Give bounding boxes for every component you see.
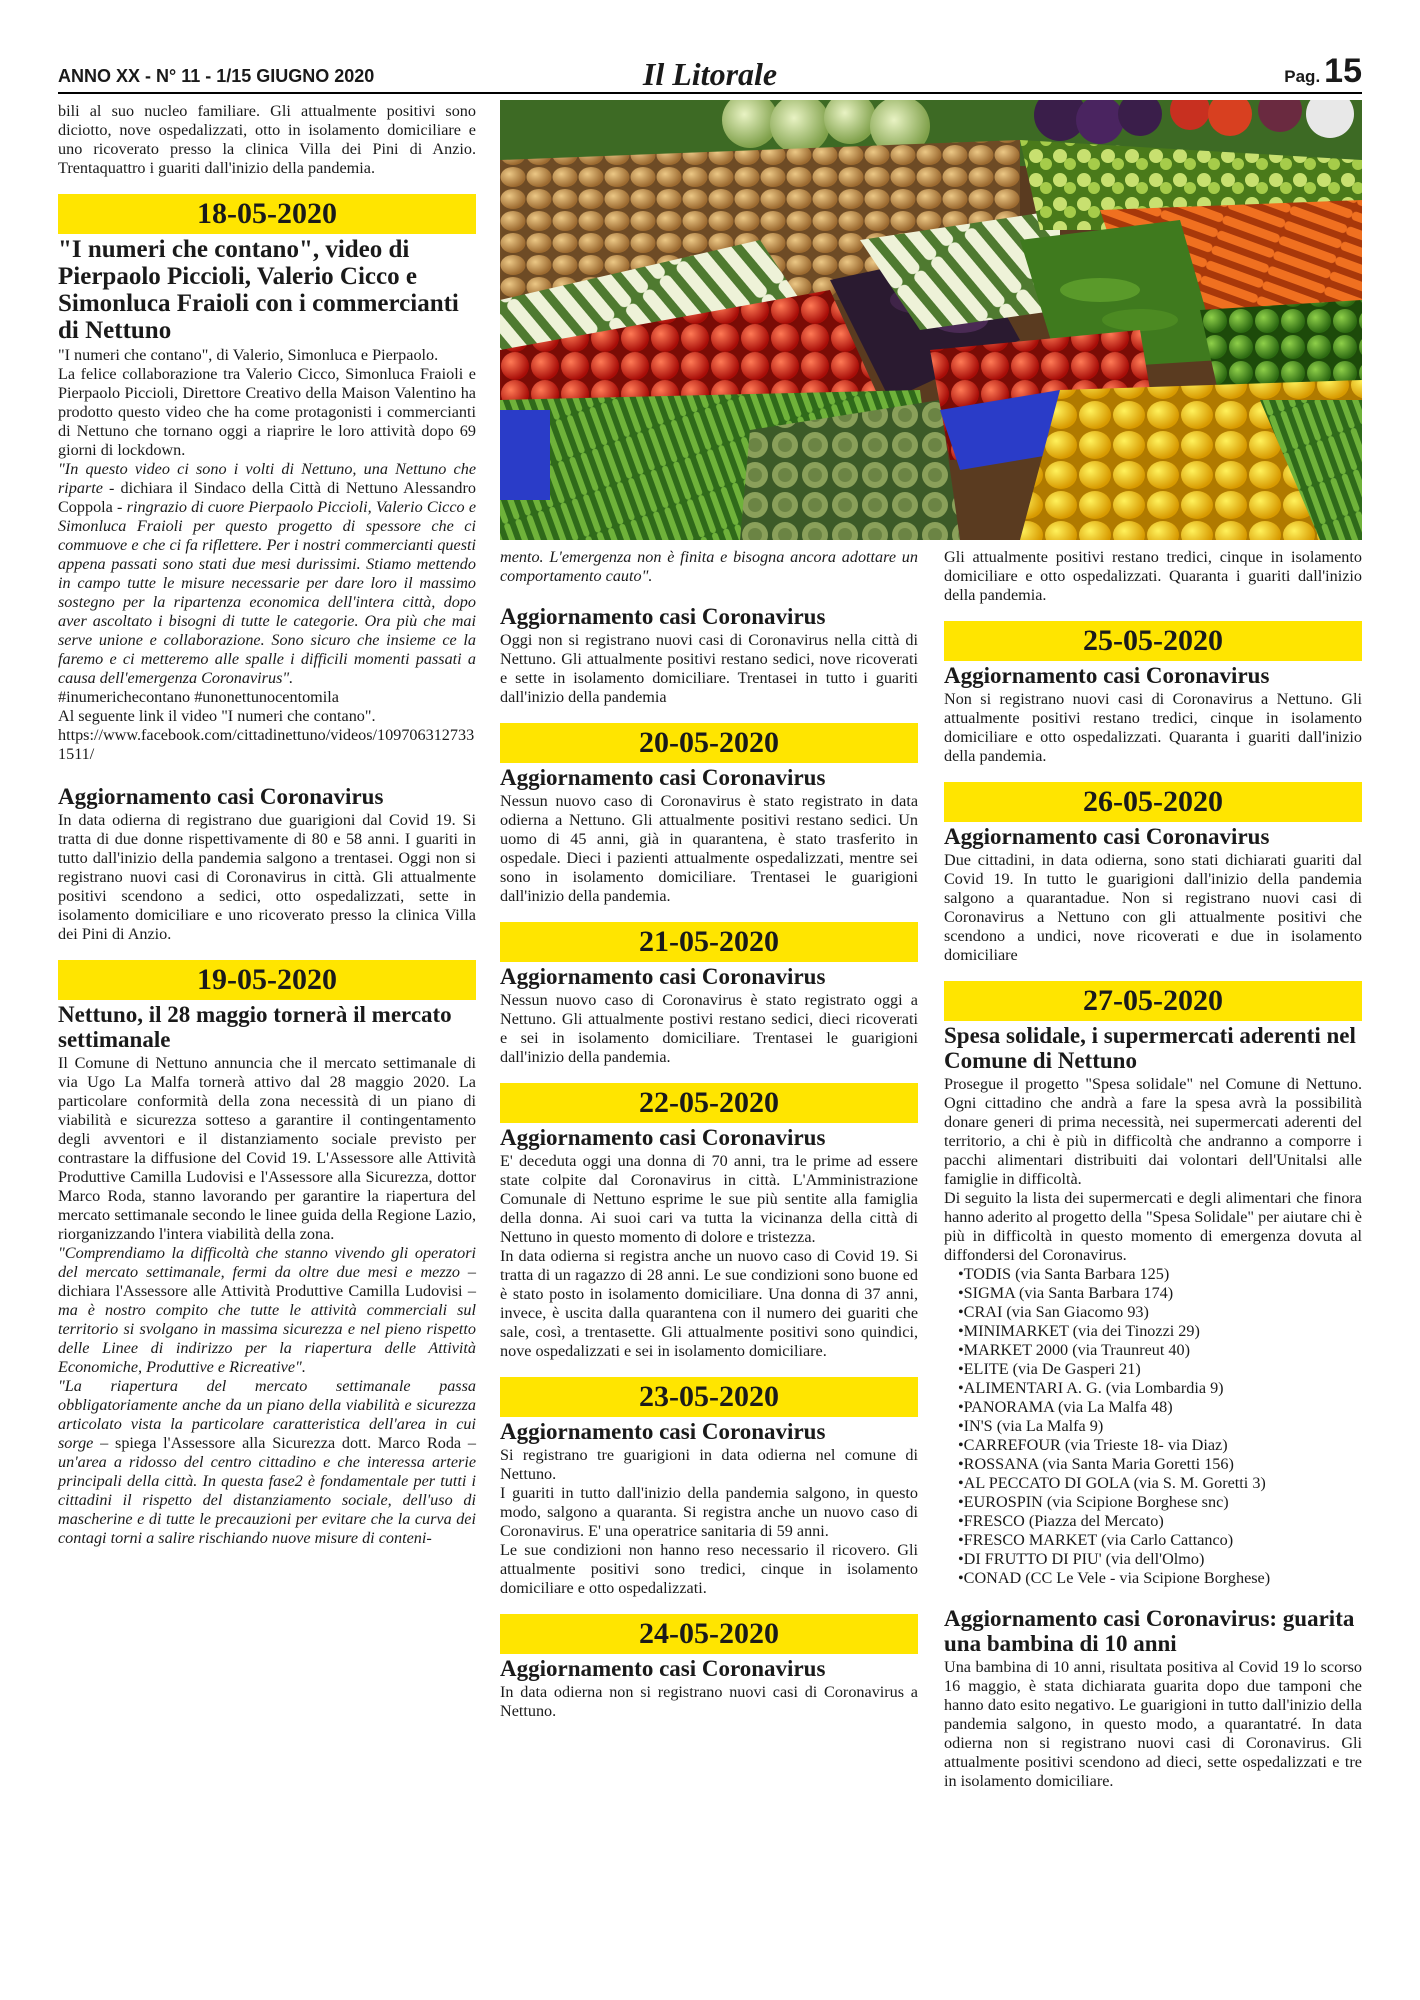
date-banner: 18-05-2020 bbox=[58, 194, 476, 234]
market-vegetables-image bbox=[500, 100, 1362, 540]
list-item: • PANORAMA (via La Malfa 48) bbox=[958, 1398, 1362, 1417]
article-continuation: Gli attualmente positivi restano tredici, cinque in isolamento domiciliare e otto ospedalizzati. Quaranta i guariti dall'inizio della pandemia. bbox=[944, 548, 1362, 604]
page-header bbox=[58, 52, 1362, 94]
quote-attribution: – dichiara l'Assessore alle Attività Produttive Camilla Ludovisi – bbox=[58, 1263, 476, 1300]
list-item: • MINIMARKET (via dei Tinozzi 29) bbox=[958, 1322, 1362, 1341]
date-banner: 21-05-2020 bbox=[500, 922, 918, 962]
article-paragraph: Oggi non si registrano nuovi casi di Coronavirus nella città di Nettuno. Gli attualmente positivi restano sedici, nove ricoverati e sette in isolamento domiciliare. Trentasei in tutto i guariti dall'inizio della pandemia bbox=[500, 631, 918, 706]
list-item: • TODIS (via Santa Barbara 125) bbox=[958, 1265, 1362, 1284]
article-paragraph: Di seguito la lista dei supermercati e degli alimentari che finora hanno aderito al progetto della "Spesa Solidale" per aiutare chi è più in difficoltà in questo momento di emergenza dovuta al diffondersi del Coronavirus. bbox=[944, 1189, 1362, 1264]
column-1 bbox=[58, 102, 476, 1548]
column-3 bbox=[944, 548, 1362, 1791]
article-paragraph: In data odierna si registra anche un nuovo caso di Covid 19. Si tratta di un ragazzo di 28 anni. Le sue condizioni sono buone ed è stato posto in isolamento domiciliare. Una donna di 37 anni, invece, è uscita dalla quarantena con il numero dei guariti che sale, così, a trentasette. Gli attualmente positivi sono quindici, nove ospedalizzati e sei in isolamento domiciliare. bbox=[500, 1247, 918, 1360]
article-paragraph: I guariti in tutto dall'inizio della pandemia salgono, in questo modo, salgono a quaranta. Si registra anche un nuovo caso di Coronavirus. E' una operatrice sanitaria di 59 anni. bbox=[500, 1484, 918, 1540]
list-item: • AL PECCATO DI GOLA (via S. M. Goretti 3) bbox=[958, 1474, 1362, 1493]
quote-attribution: - dichiara il Sindaco della Città di Nettuno Alessandro Coppola - bbox=[58, 479, 476, 516]
list-item: • CRAI (via San Giacomo 93) bbox=[958, 1303, 1362, 1322]
article-quote bbox=[58, 1244, 476, 1377]
quote-text: un'area a ridosso del centro cittadino e che interessa arterie principali della città. In questa fase2 è fondamentale per tutti i cittadini il rispetto del distanziamento sociale, dell'uso di mascherine e di tutte le precauzioni per evitare che la curva dei contagi torni a salire rischiando nuove misure di conteni- bbox=[58, 1453, 476, 1547]
article-title: Aggiornamento casi Coronavirus bbox=[58, 784, 384, 809]
list-item: • SIGMA (via Santa Barbara 174) bbox=[958, 1284, 1362, 1303]
list-item: • MARKET 2000 (via Traunreut 40) bbox=[958, 1341, 1362, 1360]
date-banner: 25-05-2020 bbox=[944, 621, 1362, 661]
page-number: 15 bbox=[1324, 52, 1362, 90]
article-paragraph: Prosegue il progetto "Spesa solidale" nel Comune di Nettuno. Ogni cittadino che andrà a fare la spesa avrà la possibilità donare generi di prima necessità, nei supermercati aderenti del territorio, a chi è più in difficoltà che andranno a comporre i pacchi alimentari distribuiti dai volontari dell'Unitalsi alle famiglie in difficoltà. bbox=[944, 1075, 1362, 1188]
article-paragraph: Nessun nuovo caso di Coronavirus è stato registrato in data odierna a Nettuno. Gli attualmente positivi restano sedici. Un uomo di 45 anni, già in quarantena, è stato trasferito in ospedale. Dieci i pazienti attualmente ospedalizzati, mentre sei sono in isolamento domiciliare. Trentasei le guarigioni dall'inizio della pandemia. bbox=[500, 792, 918, 905]
article-paragraph: In data odierna di registrano due guarigioni dal Covid 19. Si tratta di due donne rispettivamente di 80 e 58 anni. I guariti in tutto dall'inizio della pandemia salgono a trentasei. Oggi non si registrano nuovi casi di Coronavirus in città. Gli attualmente positivi scendono a sedici, otto ospedalizzati, sette in isolamento domiciliare e uno ricoverato presso la clinica Villa dei Pini di Anzio. bbox=[58, 811, 476, 943]
list-item: • ELITE (via De Gasperi 21) bbox=[958, 1360, 1362, 1379]
quote-attribution: – spiega l'Assessore alla Sicurezza dott. Marco Roda – bbox=[93, 1434, 476, 1452]
quote-text: "Comprendiamo la difficoltà che stanno vivendo gli operatori del mercato settimanale, fermi da oltre due mesi e mezzo bbox=[58, 1244, 476, 1281]
article-paragraph: Il Comune di Nettuno annuncia che il mercato settimanale di via Ugo La Malfa tornerà attivo dal 28 maggio 2020. La particolare conformità della zona necessità di un piano di viabilità e sicurezza sotteso a garantire il contingentamento degli avventori e il distanziamento sociale previsto per contrastare la diffusione del Covid 19. L'Assessore alle Attività Produttive Camilla Ludovisi e l'Assessore alla Sicurezza, dottor Marco Roda, stanno lavorando per garantire la riapertura del mercato settimanale secondo le linee guida della Regione Lazio, riorganizzando l'intera viabilità della zona. bbox=[58, 1054, 476, 1243]
quote-text: "La riapertura del mercato settimanale passa obbligatoriamente anche da un piano della viabilità e sicurezza articolato vista la particolare caratteristica dell'area in cui sorge bbox=[58, 1377, 476, 1452]
quote-continuation: mento. L'emergenza non è finita e bisogna ancora adottare un comportamento cauto". bbox=[500, 548, 918, 585]
supermarket-list bbox=[944, 1265, 1362, 1588]
date-banner: 27-05-2020 bbox=[944, 981, 1362, 1021]
article-title: Spesa solidale, i supermercati aderenti nel Comune di Nettuno bbox=[944, 1023, 1356, 1073]
list-item: • CARREFOUR (via Trieste 18- via Diaz) bbox=[958, 1436, 1362, 1455]
article-title: Aggiornamento casi Coronavirus bbox=[500, 765, 826, 790]
list-item: • CONAD (CC Le Vele - via Scipione Borghese) bbox=[958, 1569, 1362, 1588]
article-title: Aggiornamento casi Coronavirus bbox=[500, 1419, 826, 1444]
list-item: • DI FRUTTO DI PIU' (via dell'Olmo) bbox=[958, 1550, 1362, 1569]
article-title: Aggiornamento casi Coronavirus bbox=[500, 964, 826, 989]
article-paragraph: Si registrano tre guarigioni in data odierna nel comune di Nettuno. bbox=[500, 1446, 918, 1483]
article-paragraph: In data odierna non si registrano nuovi casi di Coronavirus a Nettuno. bbox=[500, 1683, 918, 1720]
masthead: Il Litorale bbox=[642, 56, 778, 92]
article-paragraph: Le sue condizioni non hanno reso necessario il ricovero. Gli attualmente positivi sono tredici, cinque in isolamento domiciliare e otto ospedalizzati. bbox=[500, 1541, 918, 1597]
article-paragraph: Nessun nuovo caso di Coronavirus è stato registrato oggi a Nettuno. Gli attualmente postivi restano sedici, dieci ricoverati e sei in isolamento domiciliare. Trentasei le guarigioni dall'inizio della pandemia. bbox=[500, 991, 918, 1066]
intro-paragraph: bili al suo nucleo familiare. Gli attualmente positivi sono diciotto, nove ospedalizzati, otto in isolamento domiciliare e uno ricoverato presso la clinica Villa dei Pini di Anzio. Trentaquattro i guariti dall'inizio della pandemia. bbox=[58, 102, 476, 177]
date-banner: 19-05-2020 bbox=[58, 960, 476, 1000]
article-quote bbox=[58, 460, 476, 688]
column-2 bbox=[500, 548, 918, 1721]
article-title: Aggiornamento casi Coronavirus bbox=[500, 604, 826, 629]
list-item: • FRESCO (Piazza del Mercato) bbox=[958, 1512, 1362, 1531]
issue-info: ANNO XX - N° 11 - 1/15 GIUGNO 2020 bbox=[58, 66, 375, 86]
page-label: Pag. bbox=[1284, 67, 1321, 86]
article-paragraph: Al seguente link il video "I numeri che contano". bbox=[58, 707, 376, 725]
list-item: • IN'S (via La Malfa 9) bbox=[958, 1417, 1362, 1436]
article-title: Aggiornamento casi Coronavirus: guarita una bambina di 10 anni bbox=[944, 1606, 1355, 1656]
article-paragraph: Due cittadini, in data odierna, sono stati dichiarati guariti dal Covid 19. In tutto le guarigioni dall'inizio della pandemia salgono a quarantadue. Non si registrano nuovi casi di Coronavirus a Nettuno con gli attualmente positivi che scendono a undici, nove ricoverati e due in isolamento domiciliare bbox=[944, 851, 1362, 964]
date-banner: 20-05-2020 bbox=[500, 723, 918, 763]
quote-text: "In questo video ci sono i volti di Nettuno, una Nettuno che riparte bbox=[58, 460, 476, 497]
article-title: Nettuno, il 28 maggio tornerà il mercato settimanale bbox=[58, 1002, 452, 1052]
list-item: • EUROSPIN (via Scipione Borghese snc) bbox=[958, 1493, 1362, 1512]
list-item: • ROSSANA (via Santa Maria Goretti 156) bbox=[958, 1455, 1362, 1474]
list-item: • FRESCO MARKET (via Carlo Cattanco) bbox=[958, 1531, 1362, 1550]
quote-text: ringrazio di cuore Pierpaolo Piccioli, Valerio Cicco e Simonluca Fraioli per questo progetto di spessore che ci commuove e che ci fa riflettere. Per i nostri commercianti questi appena passati sono stati due mesi durissimi. Stiamo mettendo in campo tutte le misure necessarie per dare loro il massimo sostegno per la ripartenza economica dell'intera città, dopo aver ascoltato i bisogni di tutte le categorie. Ora più che mai serve unione e collaborazione. Sono sicuro che insieme ce la faremo e ci metteremo alle spalle i difficili momenti passati a causa dell'emergenza Coronavirus". bbox=[58, 498, 477, 687]
article-title: Aggiornamento casi Coronavirus bbox=[500, 1656, 826, 1681]
article-paragraph: Una bambina di 10 anni, risultata positiva al Covid 19 lo scorso 16 maggio, è stata dichiarata guarita dopo due tamponi che hanno dato esito negativo. Le guarigioni in tutto dall'inizio della pandemia salgono, in questo modo, a quarantatré. In data odierna non si registrano nuovi casi di Coronavirus. Gli attualmente positivi scendono ad dieci, sette ospedalizzati e tre in isolamento domiciliare. bbox=[944, 1658, 1362, 1790]
list-item: • ALIMENTARI A. G. (via Lombardia 9) bbox=[958, 1379, 1362, 1398]
article-title: Aggiornamento casi Coronavirus bbox=[944, 663, 1270, 688]
article-title: "I numeri che contano", video di Pierpaolo Piccioli, Valerio Cicco e Simonluca Fraioli con i commercianti di Nettuno bbox=[58, 236, 459, 344]
date-banner: 23-05-2020 bbox=[500, 1377, 918, 1417]
page-indicator bbox=[1284, 52, 1362, 91]
article-paragraph: E' deceduta oggi una donna di 70 anni, tra le prime ad essere state colpite dal Coronavirus in città. L'Amministrazione Comunale di Nettuno esprime le sue più sentite alla famiglia della donna. Ai suoi cari va tutta la vicinanza della città di Nettuno in questo momento di dolore e tristezza. bbox=[500, 1152, 918, 1246]
article-title: Aggiornamento casi Coronavirus bbox=[500, 1125, 826, 1150]
date-banner: 22-05-2020 bbox=[500, 1083, 918, 1123]
quote-text: ma è nostro compito che tutte le attività commerciali sul territorio si svolgano in massima sicurezza e nel pieno rispetto delle Linee di indirizzo per la riapertura delle Attività Economiche, Produttive e Ricreative". bbox=[58, 1301, 476, 1376]
article-hashtags: #inumerichecontano #unonettunocentomila bbox=[58, 688, 339, 706]
article-title: Aggiornamento casi Coronavirus bbox=[944, 824, 1270, 849]
article-paragraph: "I numeri che contano", di Valerio, Simonluca e Pierpaolo. bbox=[58, 346, 439, 364]
article-quote bbox=[58, 1377, 476, 1548]
vegetables-illustration bbox=[500, 100, 1362, 540]
date-banner: 24-05-2020 bbox=[500, 1614, 918, 1654]
video-link[interactable]: https://www.facebook.com/cittadinettuno/videos/1097063127331511/ bbox=[58, 726, 475, 763]
article-paragraph: La felice collaborazione tra Valerio Cicco, Simonluca Fraioli e Pierpaolo Piccioli, Direttore Creativo della Maison Valentino ha prodotto questo video che ha come protagonisti i commercianti di Nettuno che tornano oggi a riaprire le loro attività dopo 69 giorni di lockdown. bbox=[58, 365, 476, 459]
date-banner: 26-05-2020 bbox=[944, 782, 1362, 822]
article-paragraph: Non si registrano nuovi casi di Coronavirus a Nettuno. Gli attualmente positivi restano tredici, cinque in isolamento domiciliare e otto ospedalizzati. Quaranta i guariti dall'inizio della pandemia. bbox=[944, 690, 1362, 765]
